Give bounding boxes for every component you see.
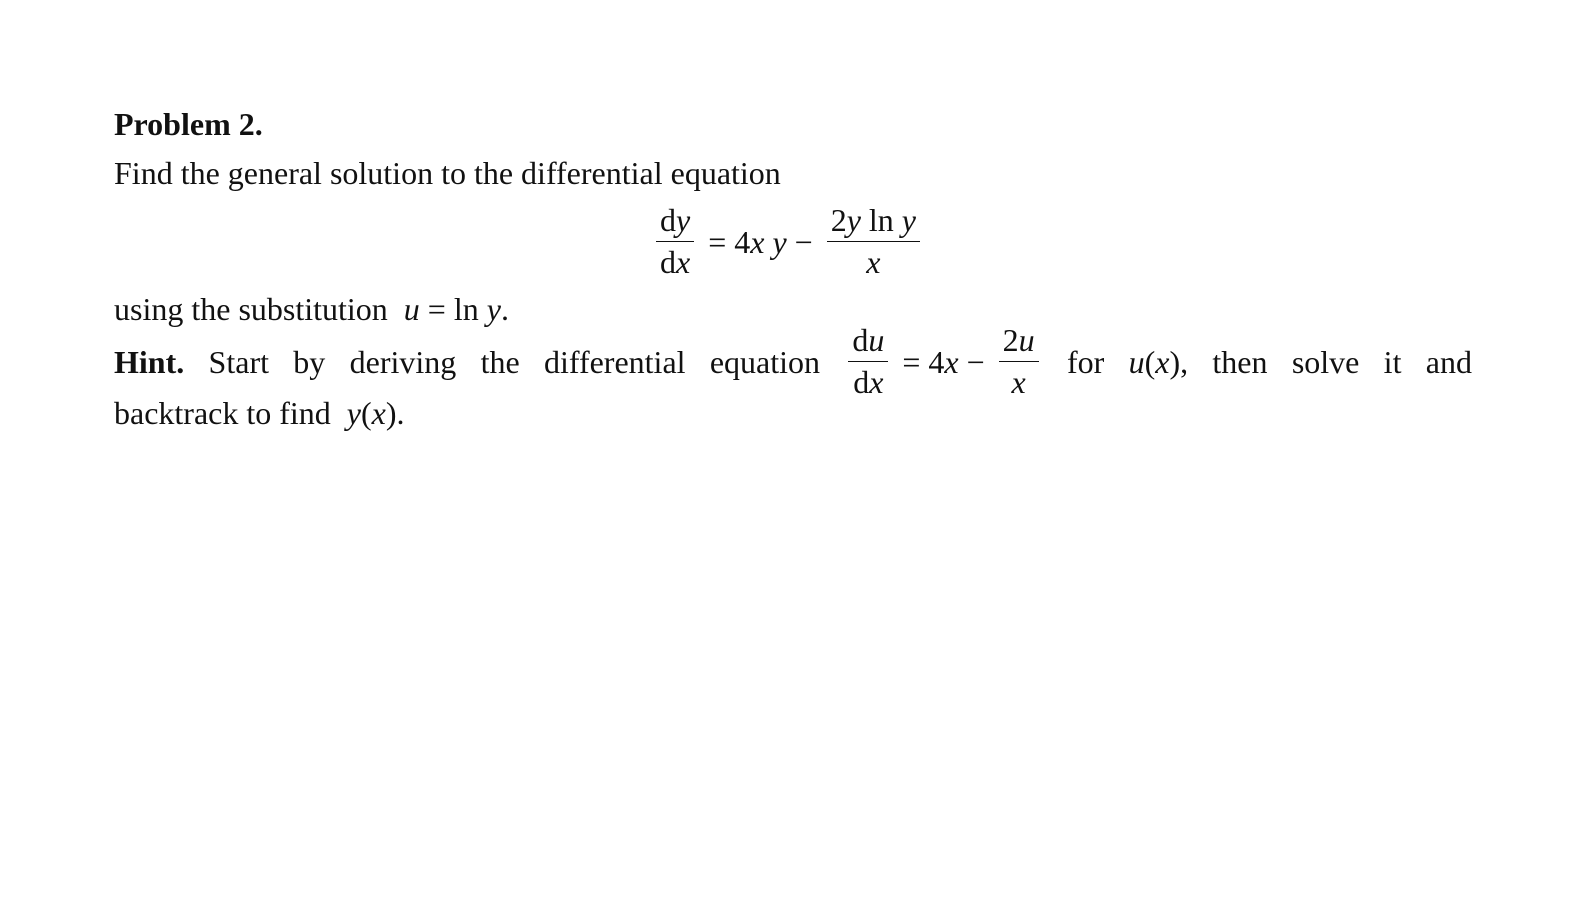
- substitution-line: [114, 289, 509, 329]
- hint-equation-middle: = 4x −: [902, 343, 985, 380]
- hint-word: by: [293, 343, 326, 380]
- hint-label: Hint.: [114, 343, 185, 380]
- hint-word: Start: [208, 343, 269, 380]
- fraction-numerator: dy: [660, 202, 691, 238]
- intro-text: Find the general solution to the differential equation: [114, 155, 781, 191]
- hint-word: solve: [1291, 343, 1360, 380]
- fraction-denominator: x: [866, 244, 881, 281]
- hint-line-2: [114, 393, 405, 433]
- hint-rhs-fraction: [999, 324, 1039, 400]
- hint-line2-text: backtrack to find: [114, 395, 331, 431]
- fraction-bar: [848, 361, 888, 363]
- hint-math-u: u(x),: [1128, 343, 1189, 380]
- fraction-numerator: 2y ln y: [830, 202, 916, 238]
- display-equation: [652, 204, 924, 280]
- du-dx-fraction: [848, 324, 888, 400]
- fraction-denominator: dx: [660, 244, 691, 281]
- hint-word: and: [1425, 343, 1472, 380]
- hint-word: it: [1383, 343, 1402, 380]
- hint-line-1: [114, 324, 1472, 400]
- hint-line2-math: y(x).: [346, 395, 405, 431]
- fraction-denominator: x: [1011, 364, 1026, 401]
- dy-dx-fraction: [656, 204, 694, 280]
- hint-word: for: [1066, 343, 1105, 380]
- rhs-fraction: [827, 204, 920, 280]
- equation-middle: = 4x y −: [708, 223, 813, 260]
- fraction-bar: [656, 241, 694, 243]
- fraction-numerator: 2u: [1002, 322, 1035, 358]
- hint-word: differential: [543, 343, 686, 380]
- fraction-denominator: dx: [853, 364, 884, 401]
- hint-equation: [844, 324, 1042, 400]
- hint-word: the: [480, 343, 520, 380]
- fraction-numerator: du: [852, 322, 885, 358]
- fraction-bar: [827, 241, 920, 243]
- problem-heading: Problem 2.: [114, 106, 263, 142]
- hint-word: deriving: [349, 343, 457, 380]
- fraction-bar: [999, 361, 1039, 363]
- hint-word: equation: [709, 343, 821, 380]
- substitution-text: using the substitution: [114, 291, 388, 327]
- hint-word: then: [1212, 343, 1268, 380]
- substitution-math: u = ln y.: [403, 291, 509, 327]
